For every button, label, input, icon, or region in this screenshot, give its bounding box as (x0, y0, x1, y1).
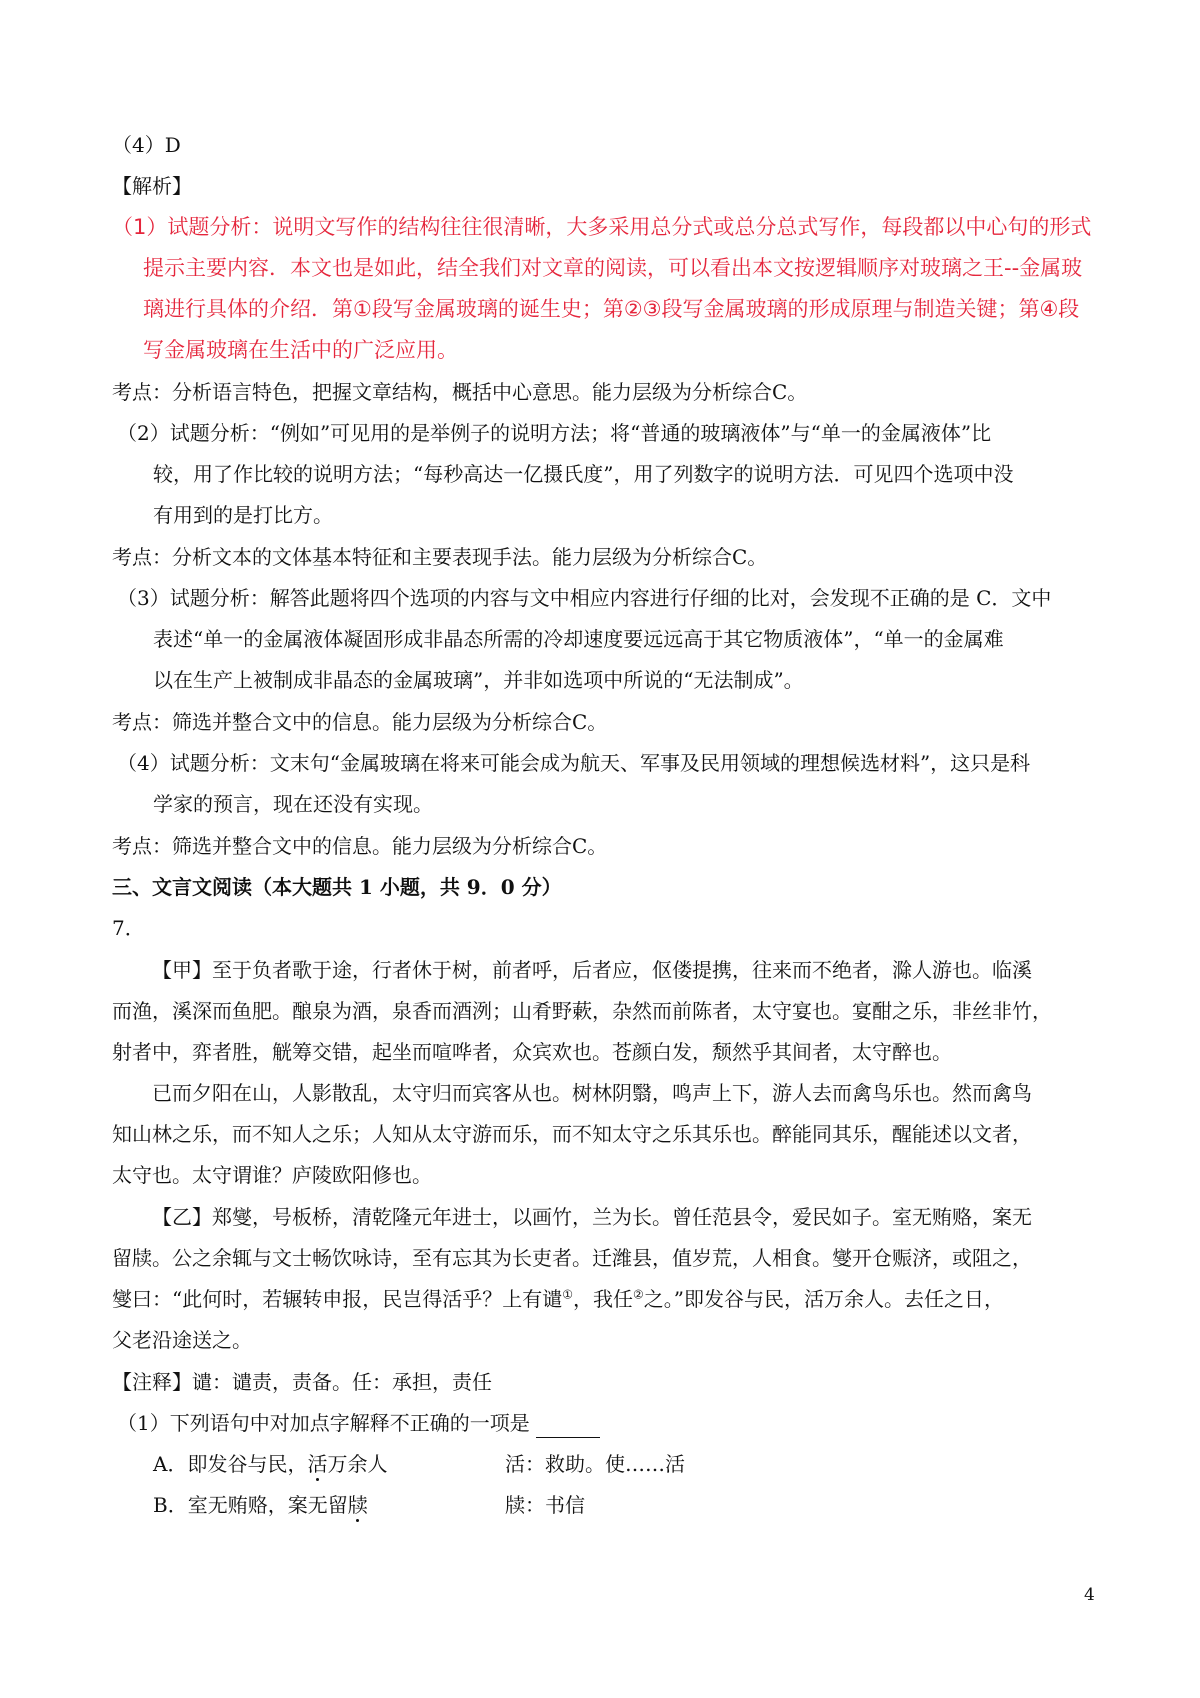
analysis-header: 【解析】 (112, 174, 192, 198)
dotted-character: 活 (307, 1452, 328, 1476)
option-text: A．即发谷与民， (153, 1452, 308, 1476)
passage-line: 而渔，溪深而鱼肥。酿泉为酒，泉香而酒洌；山肴野蔌，杂然而前陈者，太守宴也。宴酣之乐，非丝非竹， (112, 999, 1052, 1023)
question-stem-text: （1）下列语句中对加点字解释不正确的一项是 (117, 1411, 530, 1435)
option-text: B．室无贿赂，案无留 (153, 1493, 348, 1517)
question-stem (117, 1408, 600, 1438)
option-explanation: 牍：书信 (505, 1493, 585, 1517)
q1-analysis-line: 写金属玻璃在生活中的广泛应用。 (143, 338, 458, 362)
kaodian-1: 考点：分析语言特色，把握文章结构，概括中心意思。能力层级为分析综合C。 (112, 380, 808, 404)
q1-analysis-line: 提示主要内容．本文也是如此，结全我们对文章的阅读，可以看出本文按逻辑顺序对玻璃之王--金属玻 (143, 256, 1083, 280)
kaodian-2: 考点：分析文本的文体基本特征和主要表现手法。能力层级为分析综合C。 (112, 545, 768, 569)
q2-analysis-line: 有用到的是打比方。 (153, 503, 333, 527)
passage-text: 燮曰：“此何时，若辗转申报，民岂得活乎？上有谴 (112, 1287, 563, 1311)
passage-line: 已而夕阳在山，人影散乱，太守归而宾客从也。树林阴翳，鸣声上下，游人去而禽鸟乐也。然而禽鸟 (152, 1081, 1032, 1105)
answer-blank (536, 1415, 600, 1438)
passage-line: 知山林之乐，而不知人之乐；人知从太守游而乐，而不知太守之乐其乐也。醉能同其乐，醒能述以文者， (112, 1122, 1032, 1146)
answer-4: （4）D (112, 133, 181, 157)
annotation-note: 【注释】谴：谴责，责备。任：承担，责任 (112, 1370, 492, 1394)
q4-analysis-line: 学家的预言，现在还没有实现。 (153, 792, 433, 816)
passage-line: 留牍。公之余辄与文士畅饮咏诗，至有忘其为长吏者。迁潍县，值岁荒，人相食。燮开仓赈济，或阻之， (112, 1246, 1032, 1270)
passage-text: 之。”即发谷与民，活万余人。去任之日， (643, 1287, 1004, 1311)
footnote-marker: ① (562, 1287, 573, 1302)
q3-analysis-line: 表述“单一的金属液体凝固形成非晶态所需的冷却速度要远远高于其它物质液体”，“单一的金属难 (153, 627, 1004, 651)
option-a (153, 1449, 753, 1479)
option-text: 万余人 (327, 1452, 388, 1476)
option-explanation: 活：救助。使……活 (505, 1452, 685, 1476)
option-b (153, 1490, 753, 1520)
passage-line: 太守也。太守谓谁？庐陵欧阳修也。 (112, 1163, 432, 1187)
dotted-character: 牍 (347, 1493, 368, 1517)
footnote-marker: ② (633, 1287, 644, 1302)
kaodian-3: 考点：筛选并整合文中的信息。能力层级为分析综合C。 (112, 710, 608, 734)
section-title: 三、文言文阅读（本大题共 1 小题，共 9．0 分） (112, 875, 562, 899)
q2-analysis-line: 较，用了作比较的说明方法；“每秒高达一亿摄氏度”，用了列数字的说明方法．可见四个选项中没 (153, 462, 1014, 486)
q4-analysis-line: （4）试题分析：文末句“金属玻璃在将来可能会成为航天、军事及民用领域的理想候选材料”，这只是科 (117, 751, 1031, 775)
q3-analysis-line: （3）试题分析：解答此题将四个选项的内容与文中相应内容进行仔细的比对，会发现不正确的是 C．文中 (117, 586, 1052, 610)
question-number: 7． (112, 916, 145, 940)
passage-line: 射者中，弈者胜，觥筹交错，起坐而喧哗者，众宾欢也。苍颜白发，颓然乎其间者，太守醉也。 (112, 1040, 952, 1064)
q3-analysis-line: 以在生产上被制成非晶态的金属玻璃”，并非如选项中所说的“无法制成”。 (153, 668, 804, 692)
passage-line: 父老沿途送之。 (112, 1328, 252, 1352)
passage-line (112, 1284, 1004, 1314)
page-number: 4 (1084, 1585, 1095, 1605)
passage-line: 【乙】郑燮，号板桥，清乾隆元年进士，以画竹，兰为长。曾任范县令，爱民如子。室无贿赂，案无 (152, 1205, 1032, 1229)
passage-line: 【甲】至于负者歌于途，行者休于树，前者呼，后者应，伛偻提携，往来而不绝者，滁人游也。临溪 (152, 958, 1032, 982)
kaodian-4: 考点：筛选并整合文中的信息。能力层级为分析综合C。 (112, 834, 608, 858)
passage-text: ，我任 (573, 1287, 633, 1311)
q1-analysis-line: （1）试题分析：说明文写作的结构往往很清晰，大多采用总分式或总分总式写作，每段都以中心句的形式 (112, 215, 1092, 239)
q2-analysis-line: （2）试题分析：“例如”可见用的是举例子的说明方法；将“普通的玻璃液体”与“单一的金属液体”比 (117, 421, 992, 445)
q1-analysis-line: 璃进行具体的介绍．第①段写金属玻璃的诞生史；第②③段写金属玻璃的形成原理与制造关键；第④段 (143, 297, 1080, 321)
